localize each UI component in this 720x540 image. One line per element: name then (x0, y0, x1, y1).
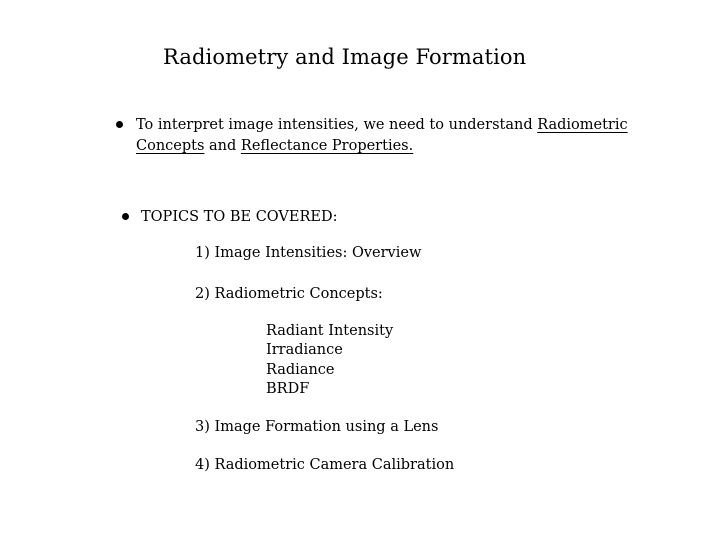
topic-item-3: 3) Image Formation using a Lens (195, 419, 439, 435)
topic-item-2: 2) Radiometric Concepts: (195, 286, 383, 302)
bullet-intro-text: To interpret image intensities, we need to understand (136, 117, 538, 133)
subtopic-item: Irradiance (266, 342, 343, 359)
subtopic-item: Radiance (266, 361, 335, 378)
connector-text: and (204, 138, 241, 154)
topic-item-1: 1) Image Intensities: Overview (195, 245, 422, 261)
bullet-icon (116, 121, 123, 128)
subtopic-item: BRDF (266, 380, 310, 397)
bullet-line-2 (136, 136, 413, 157)
reflectance-link: Reflectance Properties. (240, 138, 414, 154)
bullet-line-1 (136, 115, 628, 136)
slide-title: Radiometry and Image Formation (163, 45, 527, 69)
subtopic-list (266, 322, 393, 399)
subtopic-item: Radiant Intensity (266, 323, 394, 339)
radiometric-link-part2: Concepts (136, 138, 205, 154)
bullet-icon (122, 213, 129, 220)
topic-item-4: 4) Radiometric Camera Calibration (195, 457, 455, 473)
topics-header-text: TOPICS TO BE COVERED: (141, 209, 338, 225)
radiometric-link-part1: Radiometric (537, 117, 628, 133)
